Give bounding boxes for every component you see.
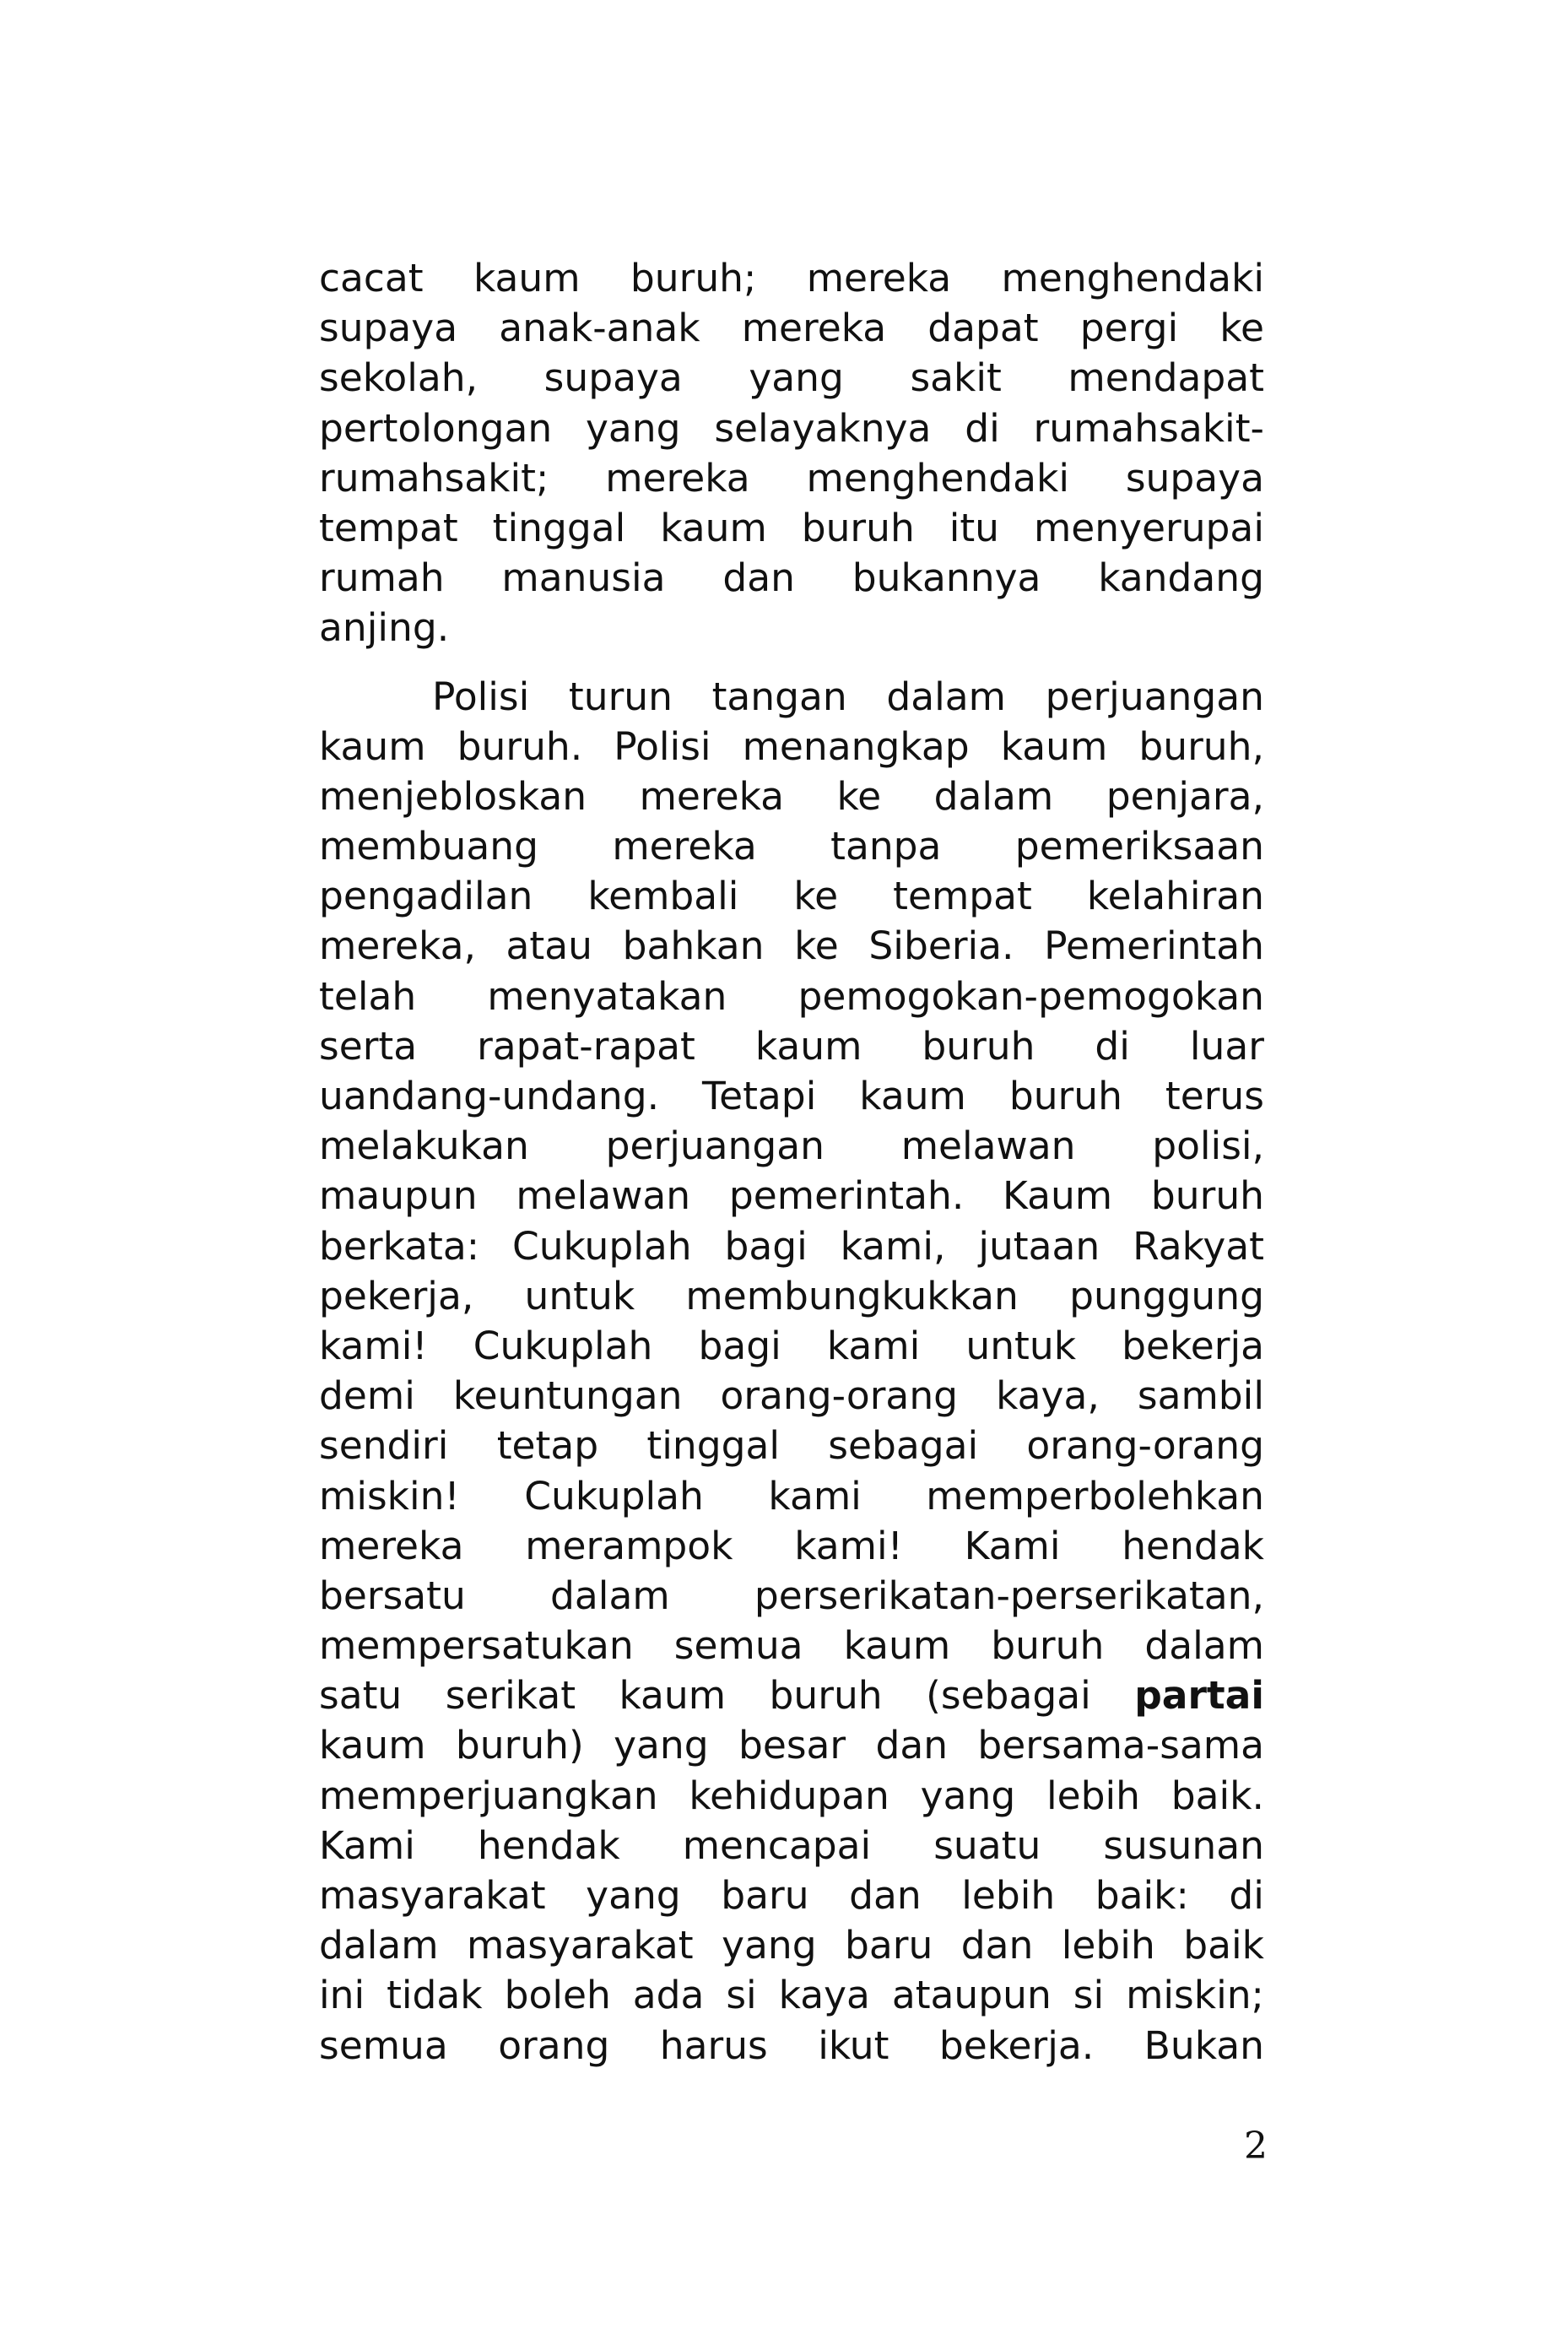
word: memperjuangkan	[319, 1773, 658, 1818]
word: partai	[1134, 1673, 1264, 1719]
word: ke	[793, 874, 839, 919]
text-line	[319, 1321, 1264, 1371]
word: sendiri	[319, 1423, 449, 1469]
text-line	[319, 603, 1264, 652]
word: bagi	[698, 1323, 781, 1368]
word: buruh;	[630, 256, 757, 300]
word: melakukan	[319, 1123, 529, 1169]
paragraph	[319, 672, 1264, 2071]
word: penjara,	[1106, 773, 1264, 819]
word: itu	[949, 505, 1000, 550]
word: mempersatukan	[319, 1623, 634, 1669]
text-line	[319, 1571, 1264, 1621]
word: mereka	[806, 256, 952, 300]
word: buruh	[1008, 1074, 1122, 1118]
word: uandang-undang.	[319, 1074, 660, 1118]
word: melawan	[900, 1123, 1076, 1169]
text-line	[319, 1421, 1264, 1470]
text-line	[319, 821, 1264, 871]
word: pemeriksaan	[1014, 824, 1264, 869]
text-line	[319, 1371, 1264, 1421]
word: dalam	[550, 1573, 670, 1618]
word: ikut	[818, 2022, 889, 2068]
word: buruh	[769, 1673, 883, 1719]
word: menjebloskan	[319, 773, 587, 819]
word: buruh)	[455, 1723, 584, 1768]
text-line	[319, 303, 1264, 353]
word: lebih	[1061, 1923, 1155, 1968]
word: Kami	[964, 1523, 1061, 1568]
text-line	[319, 672, 1264, 722]
word: bahkan	[622, 923, 765, 969]
word: pergi	[1079, 306, 1179, 351]
word: Siberia.	[868, 923, 1014, 969]
word: Cukuplah	[473, 1323, 653, 1368]
word: luar	[1189, 1023, 1264, 1069]
word: miskin;	[1126, 1973, 1264, 2018]
text-line	[319, 1271, 1264, 1321]
text-line	[319, 972, 1264, 1021]
text-line	[319, 1121, 1264, 1171]
word: dalam	[319, 1923, 439, 1968]
text-line	[319, 1171, 1264, 1221]
word: mereka	[319, 1523, 464, 1568]
word: pekerja,	[319, 1273, 474, 1318]
word: mereka	[612, 824, 757, 869]
word: yang	[722, 1923, 817, 1968]
text-line	[319, 1221, 1264, 1271]
word: perserikatan-perserikatan,	[754, 1573, 1264, 1618]
word: orang-orang	[720, 1373, 959, 1419]
word: supaya	[319, 306, 458, 351]
text-line	[319, 1670, 1264, 1720]
word: Kami	[319, 1822, 415, 1868]
word: sekolah,	[319, 355, 479, 401]
word: mereka	[741, 306, 887, 351]
word: ke	[1219, 306, 1264, 351]
word: di	[965, 405, 1000, 451]
word: tinggal	[492, 505, 626, 550]
text-line	[319, 2021, 1264, 2071]
word: menyerupai	[1033, 505, 1264, 550]
word: keuntungan	[452, 1373, 683, 1419]
word: untuk	[965, 1323, 1077, 1368]
word: berkata:	[319, 1223, 480, 1269]
word: kaya,	[996, 1373, 1100, 1419]
word: hendak	[477, 1822, 620, 1868]
word: tanpa	[830, 824, 942, 869]
word: kaum	[319, 723, 426, 769]
word: dapat	[927, 306, 1039, 351]
word: kaum	[843, 1623, 951, 1669]
word: buruh	[991, 1623, 1105, 1669]
word: kami	[826, 1323, 921, 1368]
word: anjing.	[319, 605, 450, 651]
word: kaum	[473, 256, 581, 300]
word: atau	[506, 923, 592, 969]
word: kami	[768, 1473, 862, 1519]
word: satu	[319, 1673, 403, 1719]
body-text	[319, 253, 1264, 2071]
paragraph-gap	[319, 653, 1264, 672]
word: ataupun	[891, 1973, 1052, 2018]
word: baik:	[1095, 1873, 1189, 1918]
word: bersama-sama	[977, 1723, 1264, 1768]
word: demi	[319, 1373, 415, 1419]
word: dan	[960, 1923, 1034, 1968]
word: terus	[1165, 1074, 1264, 1118]
word: sebagai	[828, 1423, 979, 1469]
word: kelahiran	[1086, 874, 1264, 919]
word: rapat-rapat	[477, 1023, 695, 1069]
text-line	[319, 353, 1264, 403]
text-line	[319, 1021, 1264, 1071]
text-line	[319, 1871, 1264, 1920]
text-line	[319, 253, 1264, 303]
word: bekerja	[1122, 1323, 1264, 1368]
text-line	[319, 1821, 1264, 1871]
word: ke	[836, 773, 882, 819]
word: Rakyat	[1133, 1223, 1264, 1269]
word: yang	[614, 1723, 709, 1768]
text-line	[319, 1720, 1264, 1770]
word: perjuangan	[1045, 674, 1264, 719]
word: Kaum	[1003, 1173, 1113, 1219]
word: pemogokan-pemogokan	[798, 973, 1264, 1019]
word: lebih	[1046, 1773, 1140, 1818]
word: buruh	[801, 505, 915, 550]
word: selayaknya	[714, 405, 932, 451]
word: harus	[659, 2022, 768, 2068]
text-line	[319, 771, 1264, 821]
text-line	[319, 503, 1264, 553]
word: baik	[1183, 1923, 1264, 1968]
word: Bukan	[1144, 2022, 1264, 2068]
text-line	[319, 1621, 1264, 1670]
word: semua	[319, 2022, 448, 2068]
text-line	[319, 1920, 1264, 1970]
word: suatu	[933, 1822, 1041, 1868]
word: supaya	[543, 355, 683, 401]
word: tetap	[496, 1423, 599, 1469]
text-line	[319, 871, 1264, 921]
word: mencapai	[682, 1822, 872, 1868]
word: supaya	[1125, 455, 1264, 501]
word: besar	[738, 1723, 846, 1768]
word: masyarakat	[467, 1923, 694, 1968]
word: dalam	[1144, 1623, 1264, 1669]
text-line	[319, 1071, 1264, 1121]
word: ini	[319, 1973, 365, 2018]
word: memperbolehkan	[926, 1473, 1264, 1519]
word: kembali	[587, 874, 739, 919]
word: kami!	[319, 1323, 428, 1368]
word: mendapat	[1068, 355, 1264, 401]
word: di	[1095, 1023, 1130, 1069]
word: tinggal	[646, 1423, 780, 1469]
word: pengadilan	[319, 874, 533, 919]
word: perjuangan	[605, 1123, 825, 1169]
word: pemerintah.	[728, 1173, 965, 1219]
word: merampok	[525, 1523, 733, 1568]
word: anak-anak	[499, 306, 700, 351]
word: mereka,	[319, 923, 476, 969]
word: orang	[498, 2022, 610, 2068]
word: membuang	[319, 824, 538, 869]
word: semua	[673, 1623, 803, 1669]
word: bagi	[724, 1223, 808, 1269]
word: boleh	[504, 1973, 611, 2018]
word: Tetapi	[702, 1074, 817, 1118]
word: Cukuplah	[524, 1473, 704, 1519]
word: turun	[568, 674, 673, 719]
word: (sebagai	[926, 1673, 1091, 1719]
word: orang-orang	[1026, 1423, 1264, 1469]
word: mereka	[639, 773, 785, 819]
word: menghendaki	[806, 455, 1069, 501]
word: menangkap	[742, 723, 970, 769]
word: menghendaki	[1001, 256, 1264, 300]
word: cacat	[319, 256, 424, 300]
word: bekerja.	[938, 2022, 1095, 2068]
paragraph	[319, 253, 1264, 653]
text-line	[319, 722, 1264, 771]
text-line	[319, 453, 1264, 503]
word: kehidupan	[689, 1773, 889, 1818]
word: ke	[794, 923, 839, 969]
word: untuk	[524, 1273, 635, 1318]
word: punggung	[1069, 1273, 1264, 1318]
word: buruh	[1150, 1173, 1264, 1219]
word: baik.	[1171, 1773, 1264, 1818]
word: ada	[632, 1973, 705, 2018]
word: dan	[722, 555, 795, 601]
word: hendak	[1122, 1523, 1264, 1568]
text-line	[319, 1771, 1264, 1821]
word: Cukuplah	[511, 1223, 692, 1269]
word: kaum	[660, 505, 767, 550]
word: miskin!	[319, 1473, 460, 1519]
word: buruh.	[457, 723, 583, 769]
word: dan	[849, 1873, 922, 1918]
word: menyatakan	[487, 973, 727, 1019]
word: kaya	[778, 1973, 870, 2018]
word: kami!	[794, 1523, 903, 1568]
word: lebih	[961, 1873, 1056, 1918]
word: kandang	[1098, 555, 1264, 601]
word: yang	[586, 405, 681, 451]
word: baru	[721, 1873, 809, 1918]
text-line	[319, 553, 1264, 603]
word: rumahsakit;	[319, 455, 549, 501]
word: melawan	[516, 1173, 691, 1219]
text-line	[319, 403, 1264, 453]
word: bersatu	[319, 1573, 466, 1618]
word: serikat	[445, 1673, 576, 1719]
word: kaum	[619, 1673, 727, 1719]
word: dalam	[886, 674, 1006, 719]
text-line	[319, 921, 1264, 971]
word: buruh,	[1138, 723, 1264, 769]
text-line	[319, 1471, 1264, 1521]
word: bukannya	[852, 555, 1041, 601]
word: baru	[845, 1923, 933, 1968]
word: jutaan	[978, 1223, 1100, 1269]
page-number: 2	[1244, 2125, 1268, 2168]
word: serta	[319, 1023, 418, 1069]
word: sambil	[1137, 1373, 1264, 1419]
word: kaum	[754, 1023, 862, 1069]
word: kaum	[1000, 723, 1108, 769]
word: kaum	[859, 1074, 966, 1118]
word: buruh	[922, 1023, 1035, 1069]
word: membungkukkan	[685, 1273, 1019, 1318]
word: yang	[749, 355, 844, 401]
word: tempat	[319, 505, 458, 550]
word: manusia	[501, 555, 666, 601]
word: pertolongan	[319, 405, 553, 451]
word: dan	[875, 1723, 949, 1768]
word: kaum	[319, 1723, 426, 1768]
word: mereka	[605, 455, 750, 501]
word: kami,	[840, 1223, 946, 1269]
word: si	[1073, 1973, 1105, 2018]
text-line	[319, 1521, 1264, 1571]
word: Polisi	[614, 723, 711, 769]
word: maupun	[319, 1173, 478, 1219]
word: tangan	[711, 674, 847, 719]
word: rumah	[319, 555, 445, 601]
word: tidak	[387, 1973, 483, 2018]
word: tempat	[893, 874, 1032, 919]
word: polisi,	[1152, 1123, 1264, 1169]
indented-first-word	[319, 672, 529, 722]
word: sakit	[910, 355, 1002, 401]
word: telah	[319, 973, 417, 1019]
word: susunan	[1103, 1822, 1264, 1868]
word: yang	[920, 1773, 1016, 1818]
word: Polisi	[432, 674, 530, 719]
word: masyarakat	[319, 1873, 546, 1918]
text-line	[319, 1970, 1264, 2020]
word: Pemerintah	[1044, 923, 1264, 969]
word: rumahsakit-	[1033, 405, 1264, 451]
word: di	[1229, 1873, 1264, 1918]
word: dalam	[933, 773, 1054, 819]
word: yang	[586, 1873, 681, 1918]
word: si	[726, 1973, 757, 2018]
